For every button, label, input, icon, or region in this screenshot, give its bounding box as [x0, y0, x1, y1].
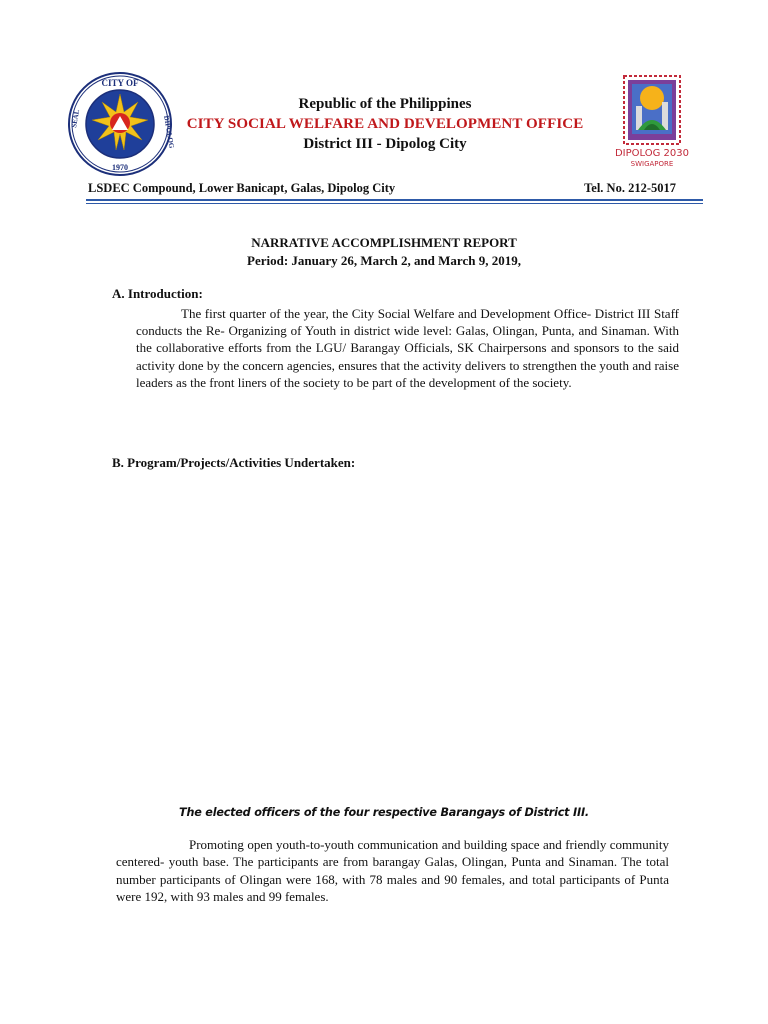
report-title: NARRATIVE ACCOMPLISHMENT REPORT [251, 235, 517, 250]
logo-text-swigapore: SWIGAPORE [630, 160, 674, 168]
section-a-heading: A. Introduction: [112, 286, 203, 301]
address: LSDEC Compound, Lower Banicapt, Galas, Dipolog City [88, 181, 396, 195]
office-name: CITY SOCIAL WELFARE AND DEVELOPMENT OFFICE [186, 116, 584, 132]
report-heading [100, 234, 668, 270]
introduction-paragraph: The first quarter of the year, the City Social Welfare and Development Office- District III Staff conducts the Re- Organizing of Youth in district wide level: Galas, Olingan, Punta, and Sinaman. With the collaborative efforts from the LGU/ Barangay Officials, SK Chairpersons and sponsors to the said activity done by the concern agencies, ensures that the activity delivers to strengthen the youth and raise leaders as the front liners of the society to be part of the development of the society. [136, 306, 679, 390]
city-seal-logo [68, 72, 176, 176]
svg-text:CITY OF: CITY OF [101, 78, 139, 88]
dipolog-2030-logo [610, 72, 694, 176]
report-period: Period: January 26, March 2, and March 9, 2019, [247, 253, 521, 268]
letterhead [180, 94, 590, 154]
photo-caption: The elected officers of the four respective Barangays of District III. [179, 806, 589, 819]
header-rule [86, 199, 703, 201]
seal-year: 1970 [112, 163, 128, 172]
section-b-heading: B. Program/Projects/Activities Undertaken: [112, 455, 356, 470]
svg-text:SEAL: SEAL [70, 108, 82, 129]
logo-text-2030: DIPOLOG 2030 [614, 148, 690, 159]
participants-paragraph: Promoting open youth-to-youth communication and building space and friendly community centered- youth base. The participants are from barangay Galas, Olingan, Punta and Sinaman. The total number participants of Olingan were 168, with 78 males and 90 females, and total participants of Punta were 192, with 93 males and 99 females. [116, 837, 669, 905]
address-row [88, 181, 676, 196]
telephone: Tel. No. 212-5017 [584, 181, 676, 195]
country-name: Republic of the Philippines [298, 96, 472, 112]
district-name: District III - Dipolog City [303, 136, 467, 152]
header-rule-thin [86, 203, 703, 204]
svg-text:DIPOLOG: DIPOLOG [162, 114, 176, 149]
